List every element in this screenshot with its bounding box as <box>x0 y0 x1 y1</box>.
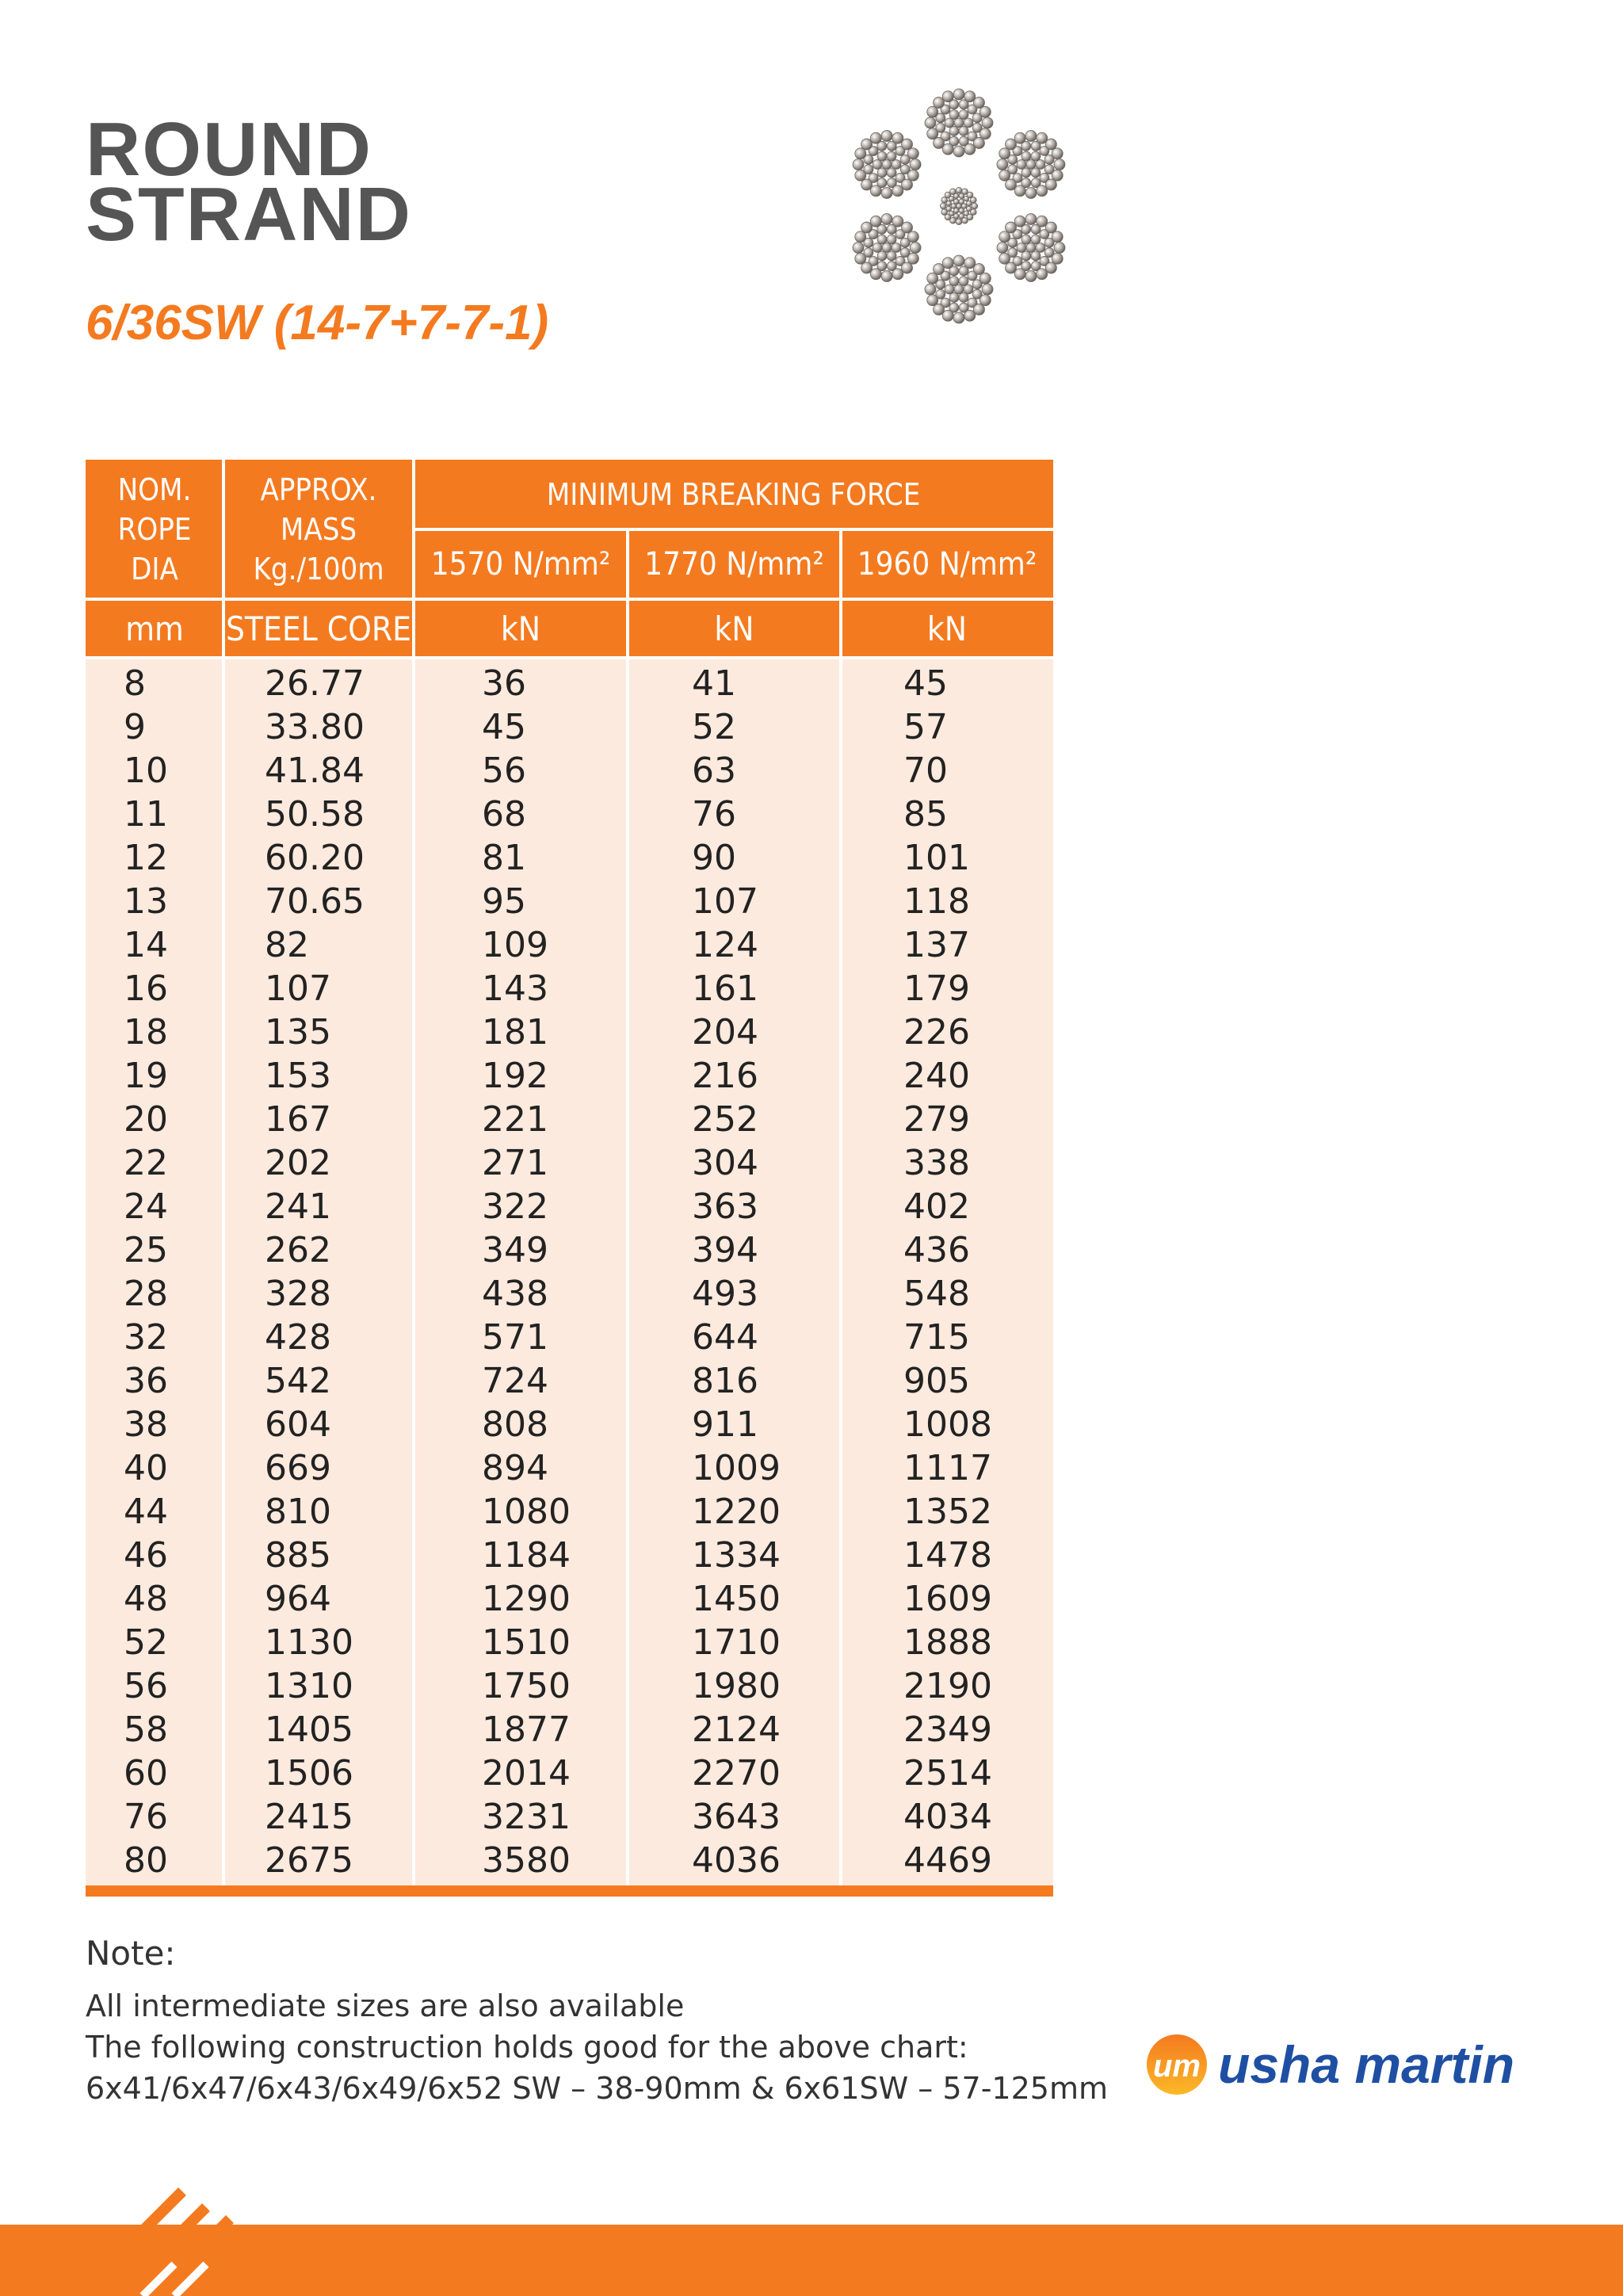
table-cell: 57 <box>903 707 948 747</box>
table-cell: 1184 <box>482 1535 571 1576</box>
header-rope-dia-label: NOM. ROPE DIA <box>117 472 192 586</box>
table-cell: 349 <box>482 1230 548 1270</box>
table-cell: 252 <box>692 1099 758 1140</box>
table-cell: 226 <box>903 1012 970 1052</box>
header-grade-1770: 1770 N/mm² <box>628 529 841 599</box>
table-cell: 2190 <box>903 1666 992 1706</box>
table-row <box>86 1446 1053 1490</box>
table-cell: 363 <box>692 1186 758 1227</box>
table-row <box>86 1098 1053 1141</box>
table-cell: 2124 <box>692 1710 781 1750</box>
table-row <box>86 1752 1053 1795</box>
table-cell: 11 <box>124 794 168 835</box>
header-grade-1570: 1570 N/mm² <box>414 529 628 599</box>
table-cell: 436 <box>903 1230 970 1270</box>
table-cell: 279 <box>903 1099 970 1140</box>
table-cell: 810 <box>265 1492 331 1532</box>
table-cell: 964 <box>265 1579 331 1619</box>
table-cell: 202 <box>265 1143 331 1183</box>
table-cell: 3580 <box>482 1840 571 1881</box>
table-cell: 241 <box>265 1186 331 1227</box>
brand-mark-text: um <box>1153 2049 1201 2084</box>
table-cell: 56 <box>124 1666 168 1706</box>
title-line-2: STRAND <box>86 172 412 257</box>
table-cell: 181 <box>482 1012 548 1052</box>
header-divider <box>86 598 1053 601</box>
table-cell: 70.65 <box>265 881 365 922</box>
table-cell: 1450 <box>692 1579 781 1619</box>
table-row <box>86 1577 1053 1621</box>
table-cell: 40 <box>124 1448 168 1488</box>
unit-rope-dia: mm <box>86 599 223 658</box>
table-cell: 216 <box>692 1056 758 1096</box>
table-cell: 3231 <box>482 1797 571 1837</box>
table-cell: 109 <box>482 925 548 965</box>
table-cell: 1220 <box>692 1492 781 1532</box>
table-row <box>86 1010 1053 1054</box>
table-cell: 12 <box>124 838 168 878</box>
table-cell: 1888 <box>903 1622 992 1663</box>
table-cell: 60.20 <box>265 838 365 878</box>
table-row <box>86 749 1053 793</box>
header-divider <box>414 528 1053 531</box>
brand-mark-icon <box>1145 2033 1209 2096</box>
table-row <box>86 793 1053 836</box>
table-cell: 1478 <box>903 1535 992 1576</box>
table-cell: 76 <box>692 794 736 835</box>
table-cell: 304 <box>692 1143 758 1183</box>
table-cell: 143 <box>482 968 548 1009</box>
table-cell: 808 <box>482 1404 548 1445</box>
table-cell: 90 <box>692 838 736 878</box>
table-row <box>86 1185 1053 1228</box>
table-cell: 221 <box>482 1099 548 1140</box>
table-cell: 1506 <box>265 1753 353 1794</box>
table-cell: 26.77 <box>265 663 365 704</box>
header-rope-dia <box>86 460 223 599</box>
table-cell: 322 <box>482 1186 548 1227</box>
table-cell: 1009 <box>692 1448 781 1488</box>
unit-1570: kN <box>414 599 628 658</box>
header-min-breaking-force <box>414 460 1053 529</box>
table-cell: 571 <box>482 1317 548 1358</box>
table-cell: 56 <box>482 751 526 791</box>
table-cell: 894 <box>482 1448 548 1488</box>
footer-bar <box>0 2225 1623 2296</box>
table-cell: 715 <box>903 1317 970 1358</box>
table-cell: 2270 <box>692 1753 781 1794</box>
table-row <box>86 923 1053 967</box>
table-cell: 137 <box>903 925 970 965</box>
table-cell: 1980 <box>692 1666 781 1706</box>
table-cell: 192 <box>482 1056 548 1096</box>
table-row <box>86 880 1053 923</box>
table-cell: 816 <box>692 1361 758 1401</box>
table-cell: 52 <box>124 1622 168 1663</box>
brand-name: usha martin <box>1218 2035 1515 2094</box>
table-cell: 24 <box>124 1186 168 1227</box>
table-cell: 1310 <box>265 1666 353 1706</box>
table-cell: 394 <box>692 1230 758 1270</box>
rope-construction-subtitle: 6/36SW (14-7+7-7-1) <box>86 296 549 350</box>
table-row <box>86 1228 1053 1272</box>
table-cell: 13 <box>124 881 168 922</box>
table-cell: 3643 <box>692 1797 781 1837</box>
table-cell: 44 <box>124 1492 168 1532</box>
table-row <box>86 1141 1053 1185</box>
unit-mass: STEEL CORE <box>223 599 414 658</box>
table-cell: 18 <box>124 1012 168 1052</box>
table-cell: 204 <box>692 1012 758 1052</box>
table-cell: 1130 <box>265 1622 353 1663</box>
table-cell: 402 <box>903 1186 970 1227</box>
table-cell: 2675 <box>265 1840 353 1881</box>
table-cell: 46 <box>124 1535 168 1576</box>
table-cell: 885 <box>265 1535 331 1576</box>
table-cell: 1750 <box>482 1666 571 1706</box>
table-cell: 328 <box>265 1274 331 1314</box>
table-cell: 2014 <box>482 1753 571 1794</box>
table-cell: 9 <box>124 707 146 747</box>
table-cell: 1290 <box>482 1579 571 1619</box>
table-cell: 1080 <box>482 1492 571 1532</box>
table-cell: 41.84 <box>265 751 365 791</box>
table-row <box>86 1490 1053 1534</box>
table-cell: 438 <box>482 1274 548 1314</box>
table-cell: 153 <box>265 1056 331 1096</box>
diagonal-stripes-icon <box>95 2168 238 2296</box>
table-cell: 240 <box>903 1056 970 1096</box>
table-cell: 25 <box>124 1230 168 1270</box>
table-cell: 4036 <box>692 1840 781 1881</box>
table-cell: 32 <box>124 1317 168 1358</box>
table-cell: 1710 <box>692 1622 781 1663</box>
table-cell: 179 <box>903 968 970 1009</box>
table-cell: 905 <box>903 1361 970 1401</box>
page-title <box>86 107 412 257</box>
table-cell: 80 <box>124 1840 168 1881</box>
table-cell: 493 <box>692 1274 758 1314</box>
table-cell: 107 <box>692 881 758 922</box>
table-row <box>86 1708 1053 1752</box>
table-cell: 724 <box>482 1361 548 1401</box>
title-line-1: ROUND <box>86 107 372 192</box>
table-cell: 19 <box>124 1056 168 1096</box>
table-cell: 95 <box>482 881 526 922</box>
table-row <box>86 1054 1053 1098</box>
unit-1960: kN <box>841 599 1053 658</box>
table-cell: 45 <box>903 663 948 704</box>
note-line: The following construction holds good for the above chart: <box>86 2030 968 2065</box>
table-cell: 271 <box>482 1143 548 1183</box>
table-cell: 1405 <box>265 1710 353 1750</box>
table-cell: 22 <box>124 1143 168 1183</box>
table-cell: 135 <box>265 1012 331 1052</box>
table-cell: 548 <box>903 1274 970 1314</box>
table-cell: 124 <box>692 925 758 965</box>
table-row <box>86 836 1053 880</box>
table-body <box>86 662 1053 1882</box>
header-grade-1960: 1960 N/mm² <box>841 529 1053 599</box>
table-cell: 1334 <box>692 1535 781 1576</box>
table-cell: 76 <box>124 1797 168 1837</box>
table-cell: 644 <box>692 1317 758 1358</box>
table-cell: 81 <box>482 838 526 878</box>
table-cell: 85 <box>903 794 948 835</box>
table-cell: 68 <box>482 794 526 835</box>
header-mass <box>223 460 414 599</box>
table-cell: 14 <box>124 925 168 965</box>
table-cell: 167 <box>265 1099 331 1140</box>
table-cell: 161 <box>692 968 758 1009</box>
table-row <box>86 967 1053 1010</box>
table-cell: 2415 <box>265 1797 353 1837</box>
table-cell: 4469 <box>903 1840 992 1881</box>
table-cell: 10 <box>124 751 168 791</box>
table-row <box>86 1621 1053 1664</box>
table-cell: 28 <box>124 1274 168 1314</box>
wire-rope-cross-section-icon <box>832 75 1086 337</box>
table-row <box>86 705 1053 749</box>
table-cell: 60 <box>124 1753 168 1794</box>
table-cell: 70 <box>903 751 948 791</box>
table-cell: 669 <box>265 1448 331 1488</box>
table-cell: 1008 <box>903 1404 992 1445</box>
header-mass-label: APPROX. MASS Kg./100m <box>253 472 384 586</box>
table-row <box>86 1316 1053 1359</box>
table-cell: 101 <box>903 838 970 878</box>
table-cell: 16 <box>124 968 168 1009</box>
table-cell: 33.80 <box>265 707 365 747</box>
table-row <box>86 1272 1053 1316</box>
note-title: Note: <box>86 1934 176 1973</box>
table-cell: 63 <box>692 751 736 791</box>
header-mbf-label: MINIMUM BREAKING FORCE <box>546 477 921 512</box>
table-cell: 38 <box>124 1404 168 1445</box>
table-cell: 542 <box>265 1361 331 1401</box>
table-row <box>86 662 1053 705</box>
table-cell: 1352 <box>903 1492 992 1532</box>
table-cell: 911 <box>692 1404 758 1445</box>
table-cell: 107 <box>265 968 331 1009</box>
table-cell: 4034 <box>903 1797 992 1837</box>
table-cell: 1117 <box>903 1448 992 1488</box>
breaking-force-table <box>86 460 1053 1897</box>
table-cell: 52 <box>692 707 736 747</box>
table-cell: 41 <box>692 663 736 704</box>
table-cell: 36 <box>482 663 526 704</box>
usha-martin-logo <box>1145 2033 1514 2096</box>
table-cell: 8 <box>124 663 146 704</box>
table-cell: 45 <box>482 707 526 747</box>
table-cell: 338 <box>903 1143 970 1183</box>
table-cell: 2349 <box>903 1710 992 1750</box>
note-line: All intermediate sizes are also available <box>86 1988 685 2023</box>
table-cell: 428 <box>265 1317 331 1358</box>
table-row <box>86 1795 1053 1839</box>
table-row <box>86 1534 1053 1577</box>
table-cell: 20 <box>124 1099 168 1140</box>
unit-1770: kN <box>628 599 841 658</box>
table-cell: 82 <box>265 925 309 965</box>
header-divider <box>86 656 1053 659</box>
table-row <box>86 1359 1053 1403</box>
table-cell: 262 <box>265 1230 331 1270</box>
table-cell: 48 <box>124 1579 168 1619</box>
table-row <box>86 1403 1053 1446</box>
table-row <box>86 1839 1053 1882</box>
table-cell: 604 <box>265 1404 331 1445</box>
table-cell: 2514 <box>903 1753 992 1794</box>
table-cell: 50.58 <box>265 794 365 835</box>
table-cell: 58 <box>124 1710 168 1750</box>
table-cell: 36 <box>124 1361 168 1401</box>
note-line: 6x41/6x47/6x43/6x49/6x52 SW – 38-90mm & 6x61SW – 57-125mm <box>86 2071 1108 2106</box>
note-lines <box>86 1985 1108 2109</box>
table-cell: 1877 <box>482 1710 571 1750</box>
table-cell: 1609 <box>903 1579 992 1619</box>
table-cell: 118 <box>903 881 970 922</box>
table-cell: 1510 <box>482 1622 571 1663</box>
table-row <box>86 1664 1053 1708</box>
